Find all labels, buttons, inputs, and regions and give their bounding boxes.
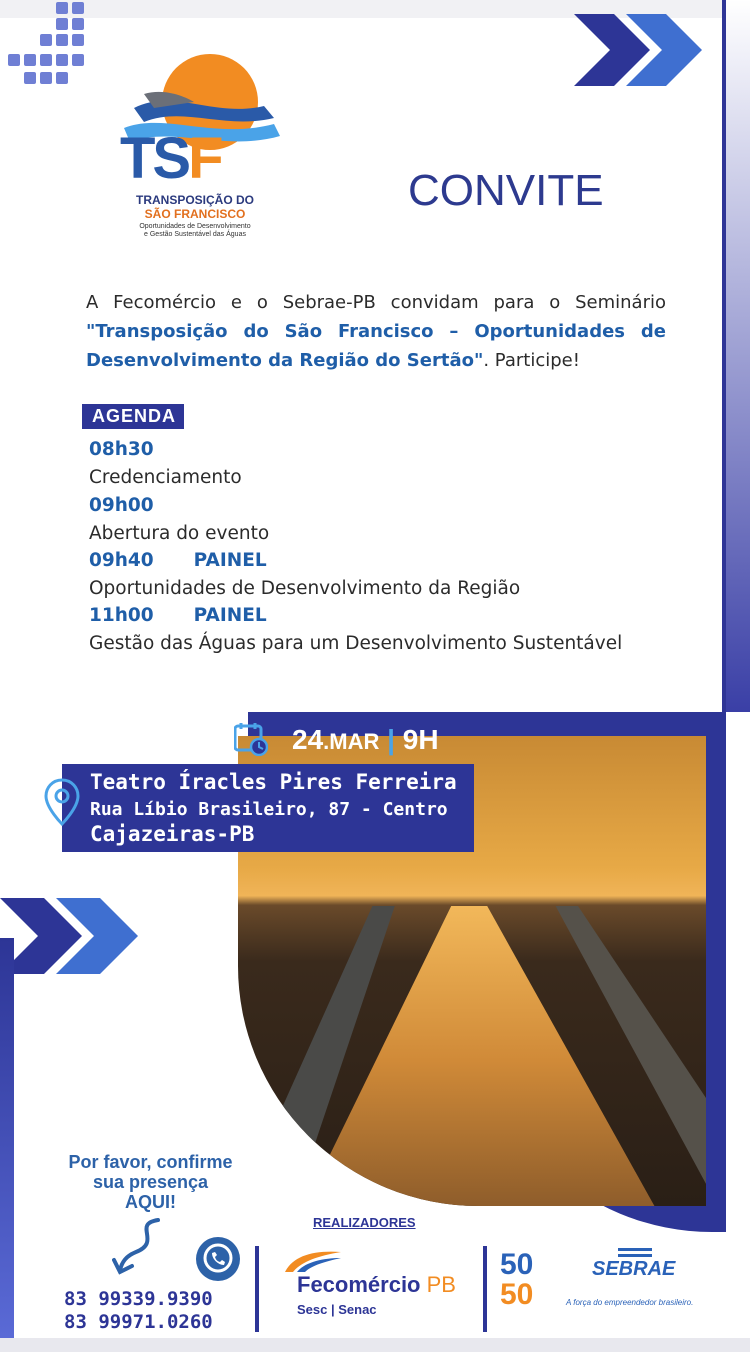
- left-frame-bar: [0, 938, 14, 1338]
- chevron-left-icon: [0, 898, 145, 974]
- agenda-tag: PAINEL: [193, 550, 267, 571]
- whatsapp-icon[interactable]: [196, 1237, 240, 1281]
- logo-line-2: SÃO FRANCISCO: [144, 207, 246, 221]
- fecomercio-logo: Fecomércio PB: [297, 1272, 456, 1297]
- intro-tail: . Participe!: [483, 350, 580, 371]
- chevron-top-right-icon: [574, 14, 714, 86]
- agenda-description: Oportunidades de Desenvolvimento da Região: [89, 578, 521, 599]
- calendar-icon: [234, 722, 268, 756]
- divider: [255, 1246, 259, 1332]
- agenda-item: [89, 547, 520, 603]
- agenda-item: [89, 436, 242, 492]
- intro-lead: A Fecomércio e o Sebrae-PB convidam para o Seminário: [86, 292, 666, 313]
- sponsors-heading: REALIZADORES: [313, 1215, 416, 1230]
- fecomercio-swoosh-icon: [283, 1248, 343, 1274]
- location-pin-icon: [44, 778, 80, 826]
- venue-address: Rua Líbio Brasileiro, 87 - Centro: [90, 799, 448, 820]
- intro-paragraph: [86, 288, 666, 375]
- agenda-description: Gestão das Águas para um Desenvolvimento Sustentável: [89, 633, 623, 654]
- decorative-dots: [0, 0, 90, 90]
- right-frame-line: [722, 0, 726, 712]
- rsvp-prompt: Por favor, confirme sua presença AQUI!: [68, 1152, 233, 1212]
- fifty-fifty-logo: 50 50: [500, 1248, 534, 1311]
- agenda-tag: PAINEL: [193, 605, 267, 626]
- agenda-time: 09h40: [89, 550, 154, 571]
- sebrae-logo: SEBRAE: [592, 1258, 676, 1280]
- curved-arrow-icon: [112, 1216, 168, 1276]
- sebrae-tagline: A força do empreendedor brasileiro.: [566, 1298, 694, 1307]
- logo-tsf-letters: TSF: [120, 126, 221, 191]
- bottom-frame-strip: [0, 1338, 750, 1352]
- venue-city: Cajazeiras-PB: [90, 822, 255, 846]
- logo-line-3: Oportunidades de Desenvolvimento e Gestão Sustentável das Águas: [139, 223, 251, 239]
- agenda-item: [89, 492, 269, 548]
- fecomercio-subtitle: Sesc | Senac: [297, 1302, 377, 1317]
- phone-number[interactable]: 83 99339.9390: [64, 1288, 213, 1310]
- venue-name: Teatro Íracles Pires Ferreira: [90, 770, 457, 794]
- agenda-time: 11h00: [89, 605, 154, 626]
- tsf-logo: [110, 48, 280, 248]
- agenda-description: Credenciamento: [89, 467, 242, 488]
- agenda-label: AGENDA: [82, 404, 184, 429]
- page-title: CONVITE: [408, 166, 604, 215]
- agenda-item: [89, 602, 622, 658]
- divider: [483, 1246, 487, 1332]
- phone-number[interactable]: 83 99971.0260: [64, 1311, 213, 1333]
- logo-line-1: TRANSPOSIÇÃO DO: [135, 193, 254, 207]
- agenda-time: 08h30: [89, 439, 154, 460]
- intro-highlight: "Transposição do São Francisco – Oportunidades de Desenvolvimento da Região do Sertão": [86, 321, 666, 371]
- agenda-description: Abertura do evento: [89, 523, 270, 544]
- event-date: 24.MAR | 9H: [292, 724, 439, 755]
- right-frame-bar: [726, 0, 750, 712]
- agenda-time: 09h00: [89, 495, 154, 516]
